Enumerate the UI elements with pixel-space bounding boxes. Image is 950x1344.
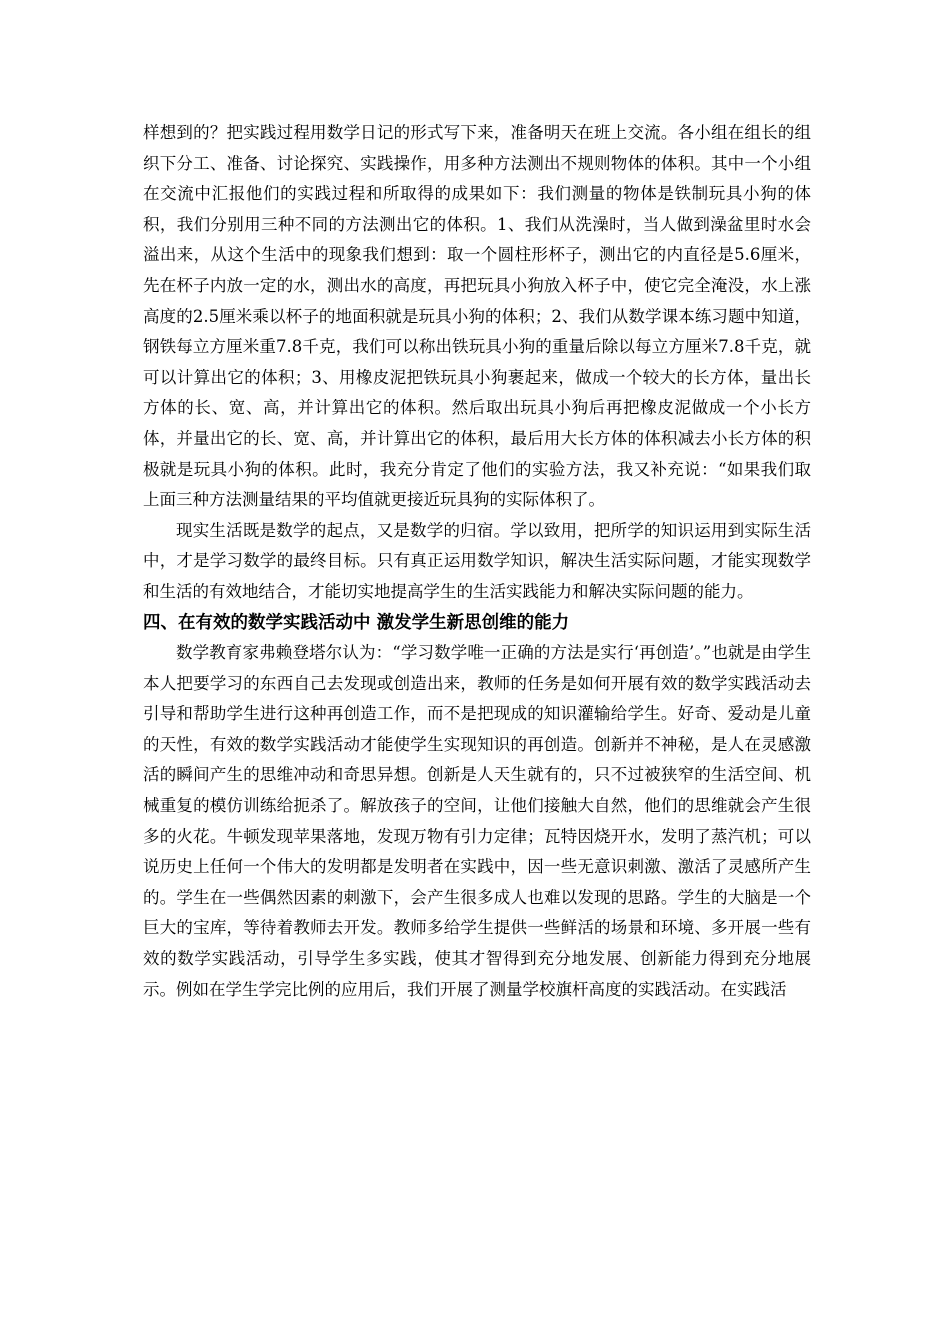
paragraph-summary: 现实生活既是数学的起点，又是数学的归宿。学以致用，把所学的知识运用到实际生活中，才是学习数学的最终目标。只有真正运用数学知识，解决生活实际问题，才能实现数学和生活的有效地结合，才能切实地提高学生的生活实践能力和解决实际问题的能力。 <box>143 520 811 601</box>
paragraph-continued: 样想到的？把实践过程用数学日记的形式写下来，准备明天在班上交流。各小组在组长的组织下分工、准备、讨论探究、实践操作，用多种方法测出不规则物体的体积。其中一个小组在交流中汇报他们的实践过程和所取得的成果如下：我们测量的物体是铁制玩具小狗的体积，我们分别用三种不同的方法测出它的体积。1、我们从洗澡时，当人做到澡盆里时水会溢出来，从这个生活中的现象我们想到：取一个圆柱形杯子，测出它的内直径是5.6厘米，先在杯子内放一定的水，测出水的高度，再把玩具小狗放入杯子中，使它完全淹没，水上涨高度的2.5厘米乘以杯子的地面积就是玩具小狗的体积；2、我们从数学课本练习题中知道，钢铁每立方厘米重7.8千克，我们可以称出铁玩具小狗的重量后除以每立方厘米7.8千克，就可以计算出它的体积；3、用橡皮泥把铁玩具小狗裹起来，做成一个较大的长方体，量出长方体的长、宽、高，并计算出它的体积。然后取出玩具小狗后再把橡皮泥做成一个小长方体，并量出它的长、宽、高，并计算出它的体积，最后用大长方体的体积减去小长方体的积极就是玩具小狗的体积。此时，我充分肯定了他们的实验方法，我又补充说：“如果我们取上面三种方法测量结果的平均值就更接近玩具狗的实际体积了。 <box>143 123 811 510</box>
document-body <box>143 118 811 1005</box>
paragraph-section-four: 数学教育家弗赖登塔尔认为：“学习数学唯一正确的方法是实行‘再创造’。”也就是由学生本人把要学习的东西自己去发现或创造出来，教师的任务是如何开展有效的数学实践活动去引导和帮助学生进行这种再创造工作，而不是把现成的知识灌输给学生。好奇、爱动是儿童的天性，有效的数学实践活动才能使学生实现知识的再创造。创新并不神秘，是人在灵感激活的瞬间产生的思维冲动和奇思异想。创新是人天生就有的，只不过被狭窄的生活空间、机械重复的模仿训练给扼杀了。解放孩子的空间，让他们接触大自然，他们的思维就会产生很多的火花。牛顿发现苹果落地，发现万物有引力定律；瓦特因烧开水，发明了蒸汽机；可以说历史上任何一个伟大的发明都是发明者在实践中，因一些无意识刺激、激活了灵感所产生的。学生在一些偶然因素的刺激下，会产生很多成人也难以发现的思路。学生的大脑是一个巨大的宝库，等待着教师去开发。教师多给学生提供一些鲜活的场景和环境、多开展一些有效的数学实践活动，引导学生多实践，使其才智得到充分地发展、创新能力得到充分地展示。例如在学生学完比例的应用后，我们开展了测量学校旗杆高度的实践活动。在实践活 <box>143 643 811 999</box>
section-heading: 四、在有效的数学实践活动中 激发学生新思创维的能力 <box>143 612 570 633</box>
